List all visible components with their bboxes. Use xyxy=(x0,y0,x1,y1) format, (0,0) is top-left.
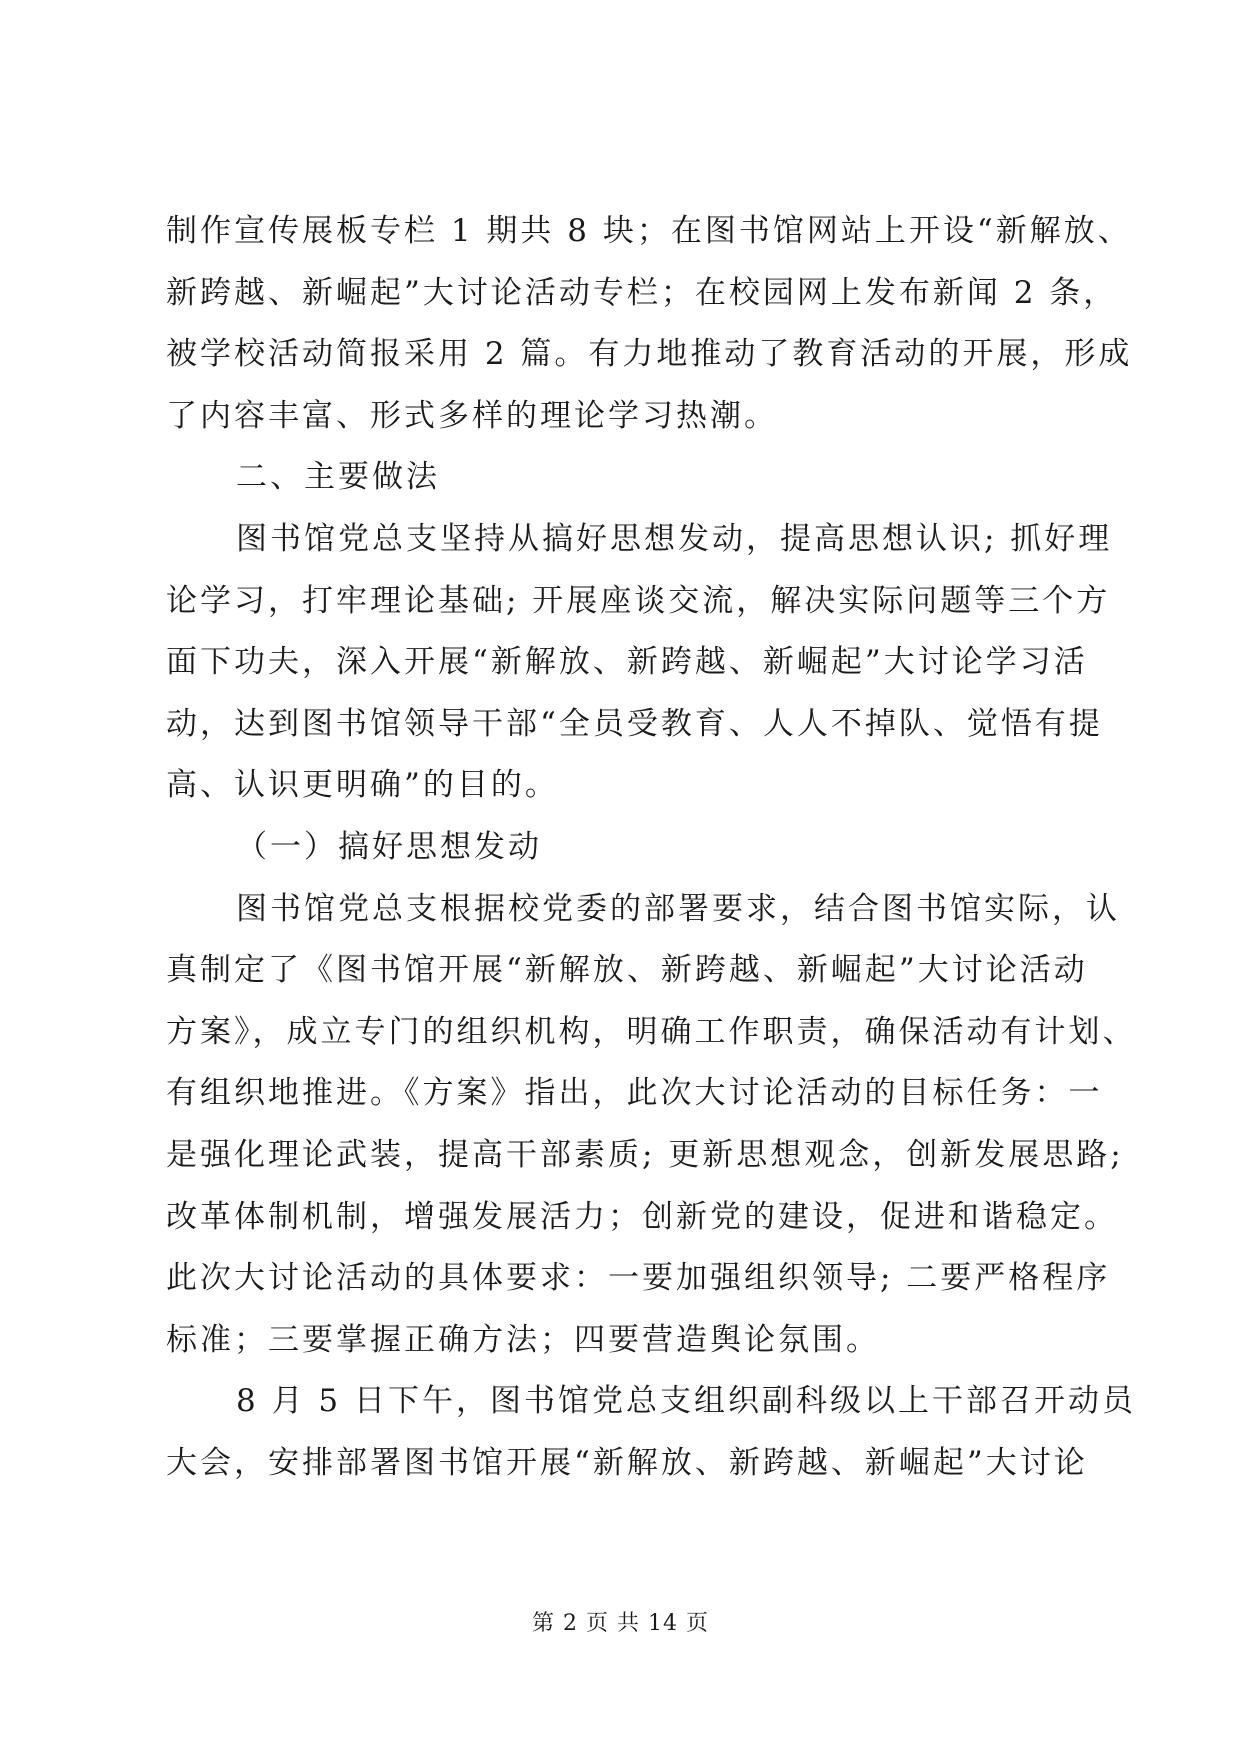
text-line: 此次大讨论活动的具体要求：一要加强组织领导; 二要严格程序 xyxy=(166,1260,1111,1297)
text-line: 有组织地推进。《方案》指出，此次大讨论活动的目标任务：一 xyxy=(166,1075,1103,1112)
subsection-heading-mobilization xyxy=(166,817,1081,879)
paragraph-activity-summary xyxy=(166,201,1133,447)
text-line: 面下功夫，深入开展“新解放、新跨越、新崛起”大讨论学习活 xyxy=(166,644,1088,681)
text-line: 论学习，打牢理论基础; 开展座谈交流，解决实际问题等三个方 xyxy=(166,582,1111,619)
document-body xyxy=(166,201,1137,1494)
text-line: 标准；三要掌握正确方法；四要营造舆论氛围。 xyxy=(166,1321,880,1358)
text-line: 是强化理论武装，提高干部素质; 更新思想观念，创新发展思路; xyxy=(166,1136,1124,1173)
text-line: 图书馆党总支坚持从搞好思想发动，提高思想认识; 抓好理 xyxy=(236,520,1113,557)
heading-line: （一）搞好思想发动 xyxy=(236,828,542,865)
paragraph-mobilization-meeting xyxy=(166,1371,1137,1494)
text-line: 方案》，成立专门的组织机构，明确工作职责，确保活动有计划、 xyxy=(166,1013,1137,1050)
paragraph-mobilization-plan xyxy=(166,879,1137,1372)
text-line: 新跨越、新崛起”大讨论活动专栏；在校园网上发布新闻 2 条， xyxy=(166,274,1118,311)
text-line: 大会，安排部署图书馆开展“新解放、新跨越、新崛起”大讨论 xyxy=(166,1444,1088,1481)
text-line: 了内容丰富、形式多样的理论学习热潮。 xyxy=(166,397,778,434)
section-heading-main-practices xyxy=(166,447,1081,509)
text-line: 高、认识更明确”的目的。 xyxy=(166,767,559,804)
page-number-footer: 第 2 页 共 14 页 xyxy=(532,1611,709,1636)
text-line: 动，达到图书馆领导干部“全员受教育、人人不掉队、觉悟有提 xyxy=(166,705,1103,742)
text-line: 被学校活动简报采用 2 篇。有力地推动了教育活动的开展，形成 xyxy=(166,336,1133,373)
heading-line: 二、主要做法 xyxy=(236,459,440,496)
text-line: 改革体制机制，增强发展活力；创新党的建设，促进和谐稳定。 xyxy=(166,1198,1118,1235)
text-line: 8 月 5 日下午，图书馆党总支组织副科级以上干部召开动员 xyxy=(236,1383,1137,1420)
text-line: 真制定了《图书馆开展“新解放、新跨越、新崛起”大讨论活动 xyxy=(166,952,1088,989)
text-line: 图书馆党总支根据校党委的部署要求，结合图书馆实际，认 xyxy=(236,890,1120,927)
paragraph-main-practices xyxy=(166,509,1113,817)
text-line: 制作宣传展板专栏 1 期共 8 块；在图书馆网站上开设“新解放、 xyxy=(166,213,1132,249)
